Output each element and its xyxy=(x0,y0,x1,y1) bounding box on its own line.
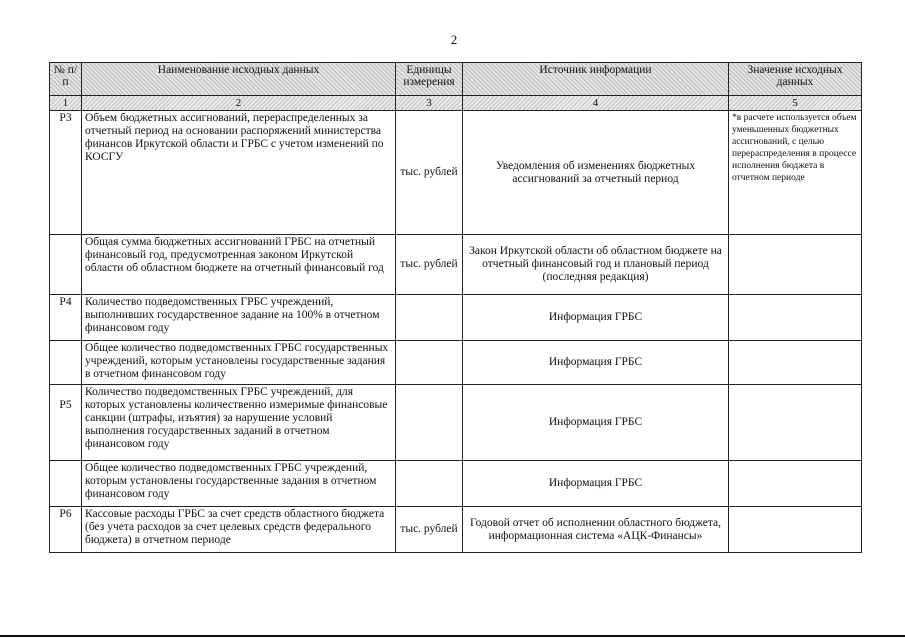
row-source: Уведомления об изменениях бюджетных ассигнований за отчетный период xyxy=(463,111,729,235)
source-data-table xyxy=(49,62,862,553)
row-source: Информация ГРБС xyxy=(463,385,729,461)
row-code: Р5 xyxy=(50,385,82,461)
row-name: Количество подведомственных ГРБС учреждений, для которых установлены количественно измеримые финансовые санкции (штрафы, изъятия) за нарушение условий выполнения государственных заданий в отчетном финансовом году xyxy=(82,385,396,461)
row-name: Общая сумма бюджетных ассигнований ГРБС на отчетный финансовый год, предусмотренная законом Иркутской области об областном бюджете на отчетный финансовый год xyxy=(82,235,396,295)
row-value xyxy=(729,385,862,461)
table-row xyxy=(50,235,862,295)
row-code xyxy=(50,341,82,385)
row-code: Р4 xyxy=(50,295,82,341)
column-index: 1 xyxy=(50,96,82,111)
table-row xyxy=(50,341,862,385)
row-value xyxy=(729,507,862,553)
column-index: 5 xyxy=(729,96,862,111)
column-index: 3 xyxy=(396,96,463,111)
row-name: Общее количество подведомственных ГРБС государственных учреждений, которым установлены государственные задания в отчетном финансовом году xyxy=(82,341,396,385)
table-row xyxy=(50,385,862,461)
row-value xyxy=(729,341,862,385)
table-row xyxy=(50,507,862,553)
header-source: Источник информации xyxy=(463,63,729,96)
scan-bottom-edge xyxy=(0,635,905,637)
row-unit: тыс. рублей xyxy=(396,507,463,553)
row-unit xyxy=(396,461,463,507)
row-source: Закон Иркутской области об областном бюджете на отчетный финансовый год и плановый период (последняя редакция) xyxy=(463,235,729,295)
row-source: Информация ГРБС xyxy=(463,461,729,507)
row-name: Общее количество подведомственных ГРБС учреждений, которым установлены государственные задания в отчетном финансовом году xyxy=(82,461,396,507)
row-unit xyxy=(396,341,463,385)
row-name: Кассовые расходы ГРБС за счет средств областного бюджета (без учета расходов за счет целевых средств федерального бюджета) в отчетном периоде xyxy=(82,507,396,553)
header-number: № п/п xyxy=(50,63,82,96)
row-code xyxy=(50,235,82,295)
row-value xyxy=(729,295,862,341)
header-value: Значение исходных данных xyxy=(729,63,862,96)
row-name: Количество подведомственных ГРБС учреждений, выполнивших государственное задание на 100% в отчетном финансовом году xyxy=(82,295,396,341)
row-source: Годовой отчет об исполнении областного бюджета, информационная система «АЦК-Финансы» xyxy=(463,507,729,553)
row-unit xyxy=(396,385,463,461)
row-name: Объем бюджетных ассигнований, перераспределенных за отчетный период на основании распоряжений министерства финансов Иркутской области и ГРБС с учетом изменений по КОСГУ xyxy=(82,111,396,235)
row-unit xyxy=(396,295,463,341)
table-header-row xyxy=(50,63,862,96)
header-unit: Единицы измерения xyxy=(396,63,463,96)
row-code xyxy=(50,461,82,507)
row-code: Р6 xyxy=(50,507,82,553)
row-unit: тыс. рублей xyxy=(396,111,463,235)
row-unit: тыс. рублей xyxy=(396,235,463,295)
table-row xyxy=(50,295,862,341)
table-row xyxy=(50,111,862,235)
row-value xyxy=(729,235,862,295)
row-value: *в расчете используется объем уменьшенных бюджетных ассигнований, с целью перераспределения в процессе исполнения бюджета в отчетном периоде xyxy=(729,111,862,235)
column-index: 4 xyxy=(463,96,729,111)
row-source: Информация ГРБС xyxy=(463,295,729,341)
page-number: 2 xyxy=(450,32,458,47)
row-source: Информация ГРБС xyxy=(463,341,729,385)
column-index: 2 xyxy=(82,96,396,111)
row-code: Р3 xyxy=(50,111,82,235)
table-row xyxy=(50,461,862,507)
row-value xyxy=(729,461,862,507)
header-name: Наименование исходных данных xyxy=(82,63,396,96)
column-index-row xyxy=(50,96,862,111)
